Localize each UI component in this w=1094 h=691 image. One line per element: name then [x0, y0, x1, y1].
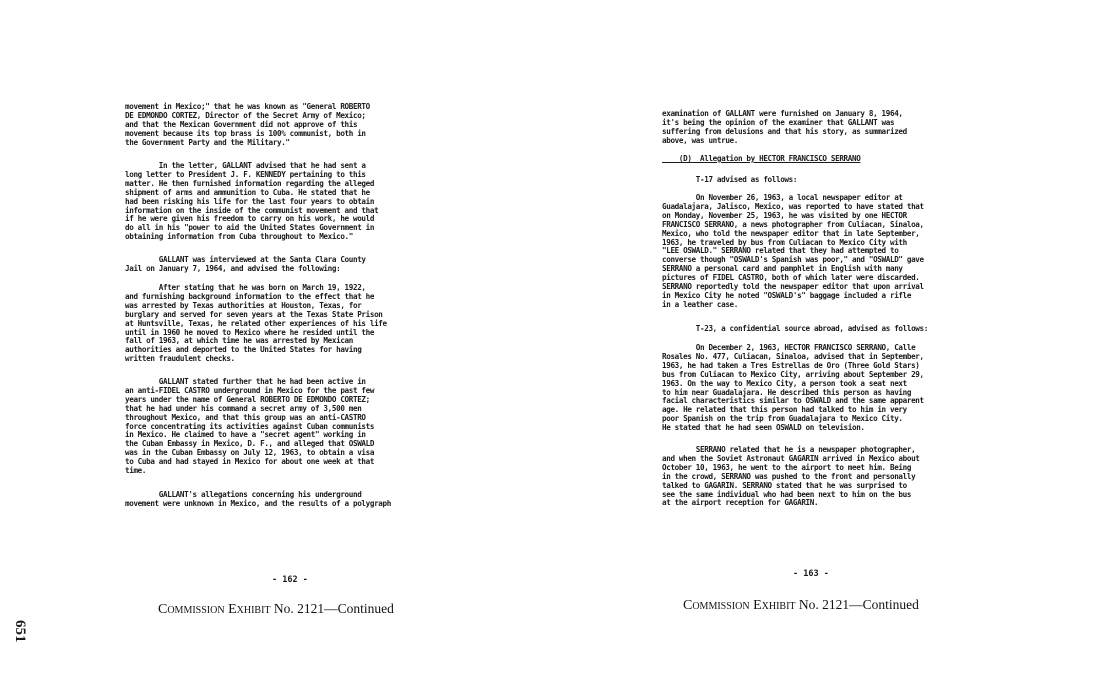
left-caption-rest: No. 2121—Continued: [270, 601, 394, 616]
right-caption: [683, 597, 919, 614]
right-paragraph-6: SERRANO related that he is a newspaper photographer, and when the Soviet Astronaut GAGARIN arrived in Mexico about October 10, 1963, he went to the airport to meet him. Being in the crowd, SERRANO was pushed to the front and personally talked to GAGARIN. SERRANO stated that he was surprised to see the same individual who had been next to him on the bus at the airport reception for GAGARIN.: [662, 445, 920, 508]
right-paragraph-2: T-17 advised as follows:: [662, 175, 798, 184]
right-caption-prefix: Commission Exhibit: [683, 598, 796, 613]
left-paragraph-1: movement in Mexico;" that he was known as "General ROBERTO DE EDMONDO CORTEZ, Director of the Secret Army of Mexico; and that the Mexican Government did not approve of this movement because its top brass is 100% communist, both in the Government Party and the Military.": [125, 102, 370, 147]
left-paragraph-5: GALLANT stated further that he had been active in an anti-FIDEL CASTRO underground in Mexico for the past few years under the name of General ROBERTO DE EDMONDO CORTEZ; that he had under his command a secret army of 3,500 men throughout Mexico, and that this group was an anti-CASTRO force concentrating its activities against Cuban communists in Mexico. He claimed to have a "secret agent" working in the Cuban Embassy in Mexico, D. F., and alleged that OSWALD was in the Cuban Embassy on July 12, 1963, to obtain a visa to Cuba and had stayed in Mexico for about one week at that time.: [125, 377, 375, 476]
left-paragraph-6: GALLANT's allegations concerning his underground movement were unknown in Mexico, and the results of a polygraph: [125, 490, 391, 508]
right-section-heading: (D) Allegation by HECTOR FRANCISCO SERRANO: [662, 154, 861, 163]
right-caption-rest: No. 2121—Continued: [795, 597, 919, 612]
left-page-number: - 162 -: [272, 575, 308, 585]
left-paragraph-4: After stating that he was born on March 19, 1922, and furnishing background information to the effect that he was arrested by Texas authorities at Houston, Texas, for burglary and served for seven years at the Texas State Prison at Huntsville, Texas, he related other experiences of his life until in 1960 he moved to Mexico where he resided until the fall of 1963, at which time he was arrested by Mexican authorities and deported to the United States for having written fraudulent checks.: [125, 283, 387, 364]
left-caption-prefix: Commission Exhibit: [158, 602, 271, 617]
right-paragraph-5: On December 2, 1963, HECTOR FRANCISCO SERRANO, Calle Rosales No. 477, Culiacan, Sinaloa, advised that in September, 1963, he had taken a Tres Estrellas de Oro (Three Gold Stars) bus from Culiacan to Mexico City, arriving about September 29, 1963. On the way to Mexico City, a person took a seat next to him near Guadalajara. He described this person as having facial characteristics similar to OSWALD and the same apparent age. He related that this person had talked to him in very poor Spanish on the trip from Guadalajara to Mexico City. He stated that he had seen OSWALD on television.: [662, 343, 924, 433]
right-paragraph-4: T-23, a confidential source abroad, advised as follows:: [662, 324, 928, 333]
left-paragraph-2: In the letter, GALLANT advised that he had sent a long letter to President J. F. KENNEDY pertaining to this matter. He then furnished information regarding the alleged shipment of arms and ammunition to Cuba. He stated that he had been risking his life for the last four years to obtain information on the inside of the communist movement and that if he were given his freedom to carry on his work, he would do all in his "power to aid the United States Government in obtaining information from Cuba throughout to Mexico.": [125, 161, 379, 242]
right-paragraph-1: examination of GALLANT were furnished on January 8, 1964, it's being the opinion of the examiner that GALLANT was suffering from delusions and that his story, as summarized above, was untrue.: [662, 109, 907, 145]
right-page-number: - 163 -: [793, 569, 829, 579]
side-page-number: 651: [12, 620, 28, 643]
left-paragraph-3: GALLANT was interviewed at the Santa Clara County Jail on January 7, 1964, and advised the following:: [125, 255, 366, 273]
right-paragraph-3: On November 26, 1963, a local newspaper editor at Guadalajara, Jalisco, Mexico, was reported to have stated that on Monday, November 25, 1963, he was visited by one HECTOR FRANCISCO SERRANO, a news photographer from Culiacan, Sinaloa, Mexico, who told the newspaper editor that in late September, 1963, he traveled by bus from Culiacan to Mexico City with "LEE OSWALD." SERRANO related that they had attempted to converse though "OSWALD's Spanish was poor," and "OSWALD" gave SERRANO a personal card and pamphlet in English with many pictures of FIDEL CASTRO, both of which later were discarded. SERRANO reportedly told the newspaper editor that upon arrival in Mexico City he noted "OSWALD's" baggage included a rifle in a leather case.: [662, 193, 924, 309]
left-caption: [158, 601, 394, 618]
